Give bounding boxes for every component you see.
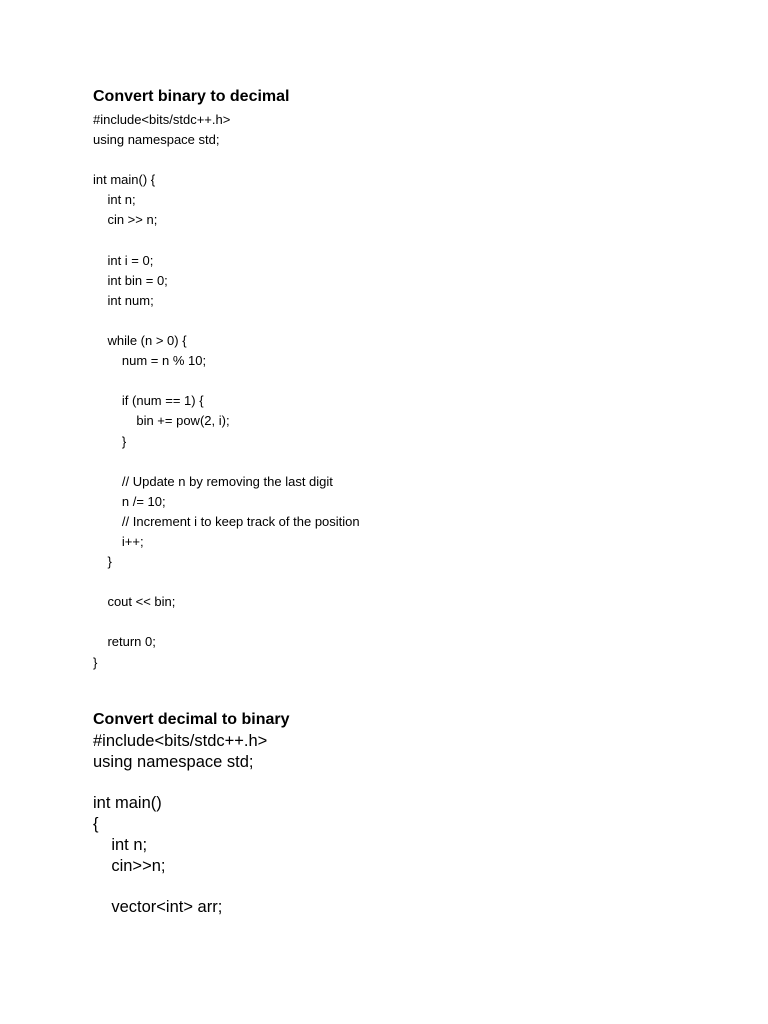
code-line: #include<bits/stdc++.h> bbox=[93, 732, 268, 750]
code-line bbox=[93, 311, 360, 331]
code-line: // Increment i to keep track of the position bbox=[93, 513, 360, 529]
code-line bbox=[93, 231, 360, 251]
code-line bbox=[93, 572, 360, 592]
code-line: using namespace std; bbox=[93, 752, 254, 771]
code-line bbox=[93, 452, 360, 472]
code-line: int main() { bbox=[93, 172, 156, 188]
code-block-decimal-to-binary bbox=[93, 731, 267, 918]
code-line bbox=[93, 773, 267, 794]
code-line: n /= 10; bbox=[93, 493, 166, 509]
code-line bbox=[93, 877, 267, 898]
code-line: { bbox=[93, 815, 99, 834]
code-line: int bin = 0; bbox=[93, 272, 168, 288]
code-line bbox=[93, 371, 360, 391]
section-title-binary-to-decimal: Convert binary to decimal bbox=[93, 88, 290, 105]
code-line: if (num == 1) { bbox=[93, 393, 204, 409]
code-block-binary-to-decimal bbox=[93, 110, 360, 673]
code-line: int num; bbox=[93, 292, 154, 308]
code-line: using namespace std; bbox=[93, 132, 220, 148]
code-line: bin += pow(2, i); bbox=[93, 413, 230, 429]
code-line bbox=[93, 612, 360, 632]
code-line: int n; bbox=[93, 835, 148, 854]
code-line: int main() bbox=[93, 794, 162, 813]
code-line: vector<int> arr; bbox=[93, 898, 223, 917]
code-line: return 0; bbox=[93, 634, 156, 650]
code-line: num = n % 10; bbox=[93, 353, 207, 369]
code-line bbox=[93, 150, 360, 170]
code-line: } bbox=[93, 433, 127, 449]
code-line: while (n > 0) { bbox=[93, 333, 187, 349]
code-line: int i = 0; bbox=[93, 252, 154, 268]
code-line: #include<bits/stdc++.h> bbox=[93, 112, 231, 127]
code-line: cout << bin; bbox=[93, 594, 176, 610]
code-line: } bbox=[93, 654, 98, 670]
code-line: // Update n by removing the last digit bbox=[93, 473, 333, 489]
code-line: int n; bbox=[93, 192, 136, 208]
code-line: cin >> n; bbox=[93, 212, 158, 228]
section-title-decimal-to-binary: Convert decimal to binary bbox=[93, 711, 290, 728]
code-line: cin>>n; bbox=[93, 856, 166, 875]
code-line: i++; bbox=[93, 533, 144, 549]
code-line: } bbox=[93, 554, 112, 570]
